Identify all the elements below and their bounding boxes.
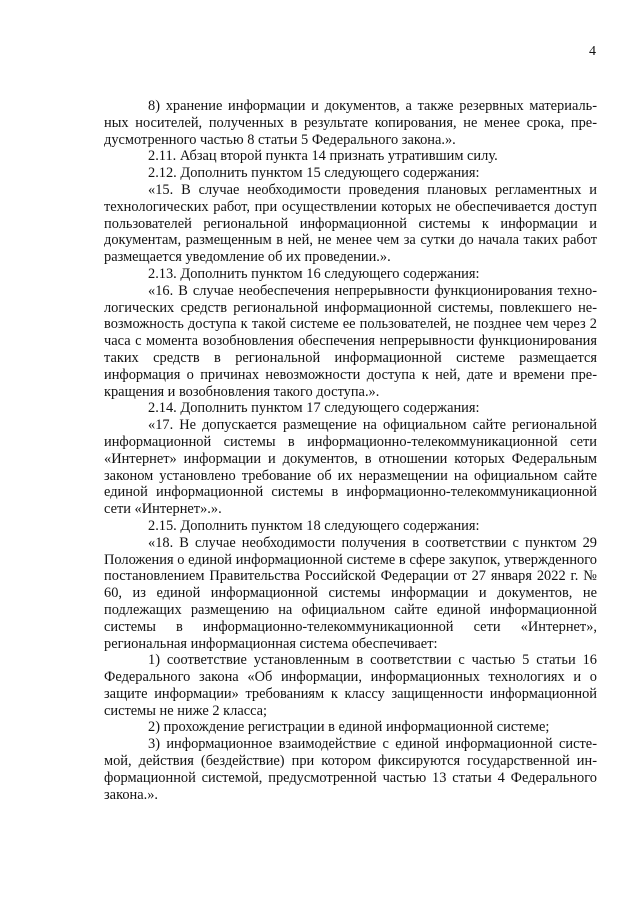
paragraph-2-14: 2.14. Дополнить пунктом 17 следующего содержания: bbox=[148, 400, 480, 417]
paragraph-subitem-3: 3) информационное взаимодействие с единой информационной системой, действия (бездействие) при котором фиксируются государственной информационной системой, предусмотренной частью 13 статьи 4 Федерального закона.». bbox=[104, 736, 597, 803]
document-body bbox=[104, 98, 597, 803]
paragraph-point-17: «17. Не допускается размещение на официальном сайте региональной информационной системы в информационно-телекоммуникационной сети «Интернет» информации и документов, в отношении которых Федеральным законом установлено требование об их неразмещении на официальном сайте единой информационной системы в информационно-телекоммуникационной сети «Интернет».». bbox=[104, 417, 597, 518]
paragraph-2-13: 2.13. Дополнить пунктом 16 следующего содержания: bbox=[148, 265, 480, 282]
page-number: 4 bbox=[589, 44, 596, 59]
paragraph-subitem-1: 1) соответствие установленным в соответствии с частью 5 статьи 16 Федерального закона «Об информации, информационных технологиях и о защите информации» требованиям к классу защищенности информационной системы не ниже 2 класса; bbox=[104, 652, 597, 719]
paragraph-2-15: 2.15. Дополнить пунктом 18 следующего содержания: bbox=[148, 517, 480, 534]
paragraph-item-8: 8) хранение информации и документов, а также резервных материальных носителей, полученных в результате копирования, не менее срока, предусмотренного частью 8 статьи 5 Федерального закона.». bbox=[104, 98, 597, 148]
paragraph-point-18: «18. В случае необходимости получения в соответствии с пунктом 29 Положения о единой информационной системе в сфере закупок, утвержденного постановлением Правительства Российской Федерации от 27 января 2022 г. № 60, из единой информационной системы информации и документов, не подлежащих размещению на официальном сайте единой информационной системы в информационно-телекоммуникационной сети «Интернет», региональная информационная система обеспечивает: bbox=[104, 534, 597, 652]
paragraph-point-15: «15. В случае необходимости проведения плановых регламентных и технологических работ, при осуществлении которых не обеспечивается доступ пользователей региональной информационной системы к информации и документам, размещенным в ней, не менее чем за сутки до начала таких работ размещается уведомление об их проведении.». bbox=[104, 181, 597, 266]
paragraph-2-11: 2.11. Абзац второй пункта 14 признать утратившим силу. bbox=[148, 148, 498, 165]
paragraph-2-12: 2.12. Дополнить пунктом 15 следующего содержания: bbox=[148, 165, 480, 182]
paragraph-subitem-2: 2) прохождение регистрации в единой информационной системе; bbox=[148, 719, 550, 736]
paragraph-point-16: «16. В случае необеспечения непрерывности функционирования технологических средств региональной информационной системы, повлекшего невозможность доступа к такой системе ее пользователей, не позднее чем через 2 часа с момента возобновления обеспечения непрерывности функционирования таких средств в региональной информационной системе размещается информация о причинах невозможности доступа к ней, дате и времени прекращения и возобновления такого доступа.». bbox=[104, 282, 597, 400]
